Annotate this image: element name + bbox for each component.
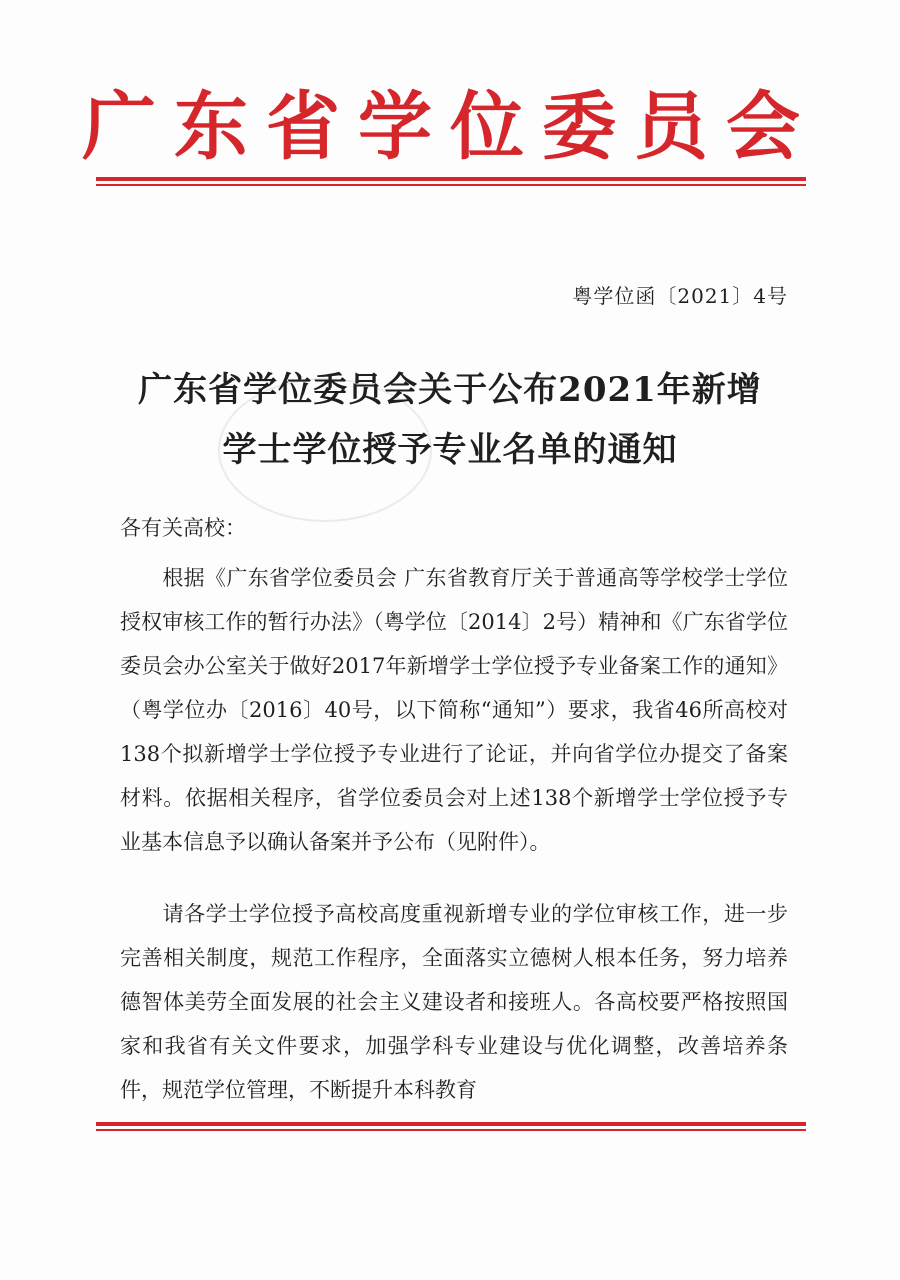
body-paragraph-1 xyxy=(120,556,788,864)
paragraph-2-text: 请各学士学位授予高校高度重视新增专业的学位审核工作，进一步完善相关制度，规范工作程序，全面落实立德树人根本任务，努力培养德智体美劳全面发展的社会主义建设者和接班人。各高校要严格按照国家和我省有关文件要求，加强学科专业建设与优化调整，改善培养条件，规范学位管理，不断提升本科教育 xyxy=(120,902,788,1102)
document-title-line1: 广东省学位委员会关于公布2021年新增 xyxy=(138,370,762,410)
body-paragraph-2 xyxy=(120,892,788,1112)
salutation: 各有关高校： xyxy=(120,516,246,540)
header-red-rule xyxy=(96,177,806,187)
footer-rule-thick xyxy=(96,1122,806,1126)
document-number: 粤学位函〔2021〕4号 xyxy=(572,284,788,308)
header-rule-thin xyxy=(96,184,806,186)
footer-red-rule xyxy=(96,1122,806,1132)
paragraph-1-text: 根据《广东省学位委员会 广东省教育厅关于普通高等学校学士学位授权审核工作的暂行办法》（粤学位〔2014〕2号）精神和《广东省学位委员会办公室关于做好2017年新增学士学位授予专业备案工作的通知》（粤学位办〔2016〕40号，以下简称“通知”）要求，我省46所高校对138个拟新增学士学位授予专业进行了论证，并向省学位办提交了备案材料。依据相关程序，省学位委员会对上述138个新增学士学位授予专业基本信息予以确认备案并予公布（见附件）。 xyxy=(120,566,788,854)
footer-rule-thin xyxy=(96,1129,806,1131)
org-header-title: 广东省学位委员会 xyxy=(82,84,818,170)
header-rule-thick xyxy=(96,177,806,181)
document-title-line2: 学士学位授予专业名单的通知 xyxy=(222,430,678,470)
